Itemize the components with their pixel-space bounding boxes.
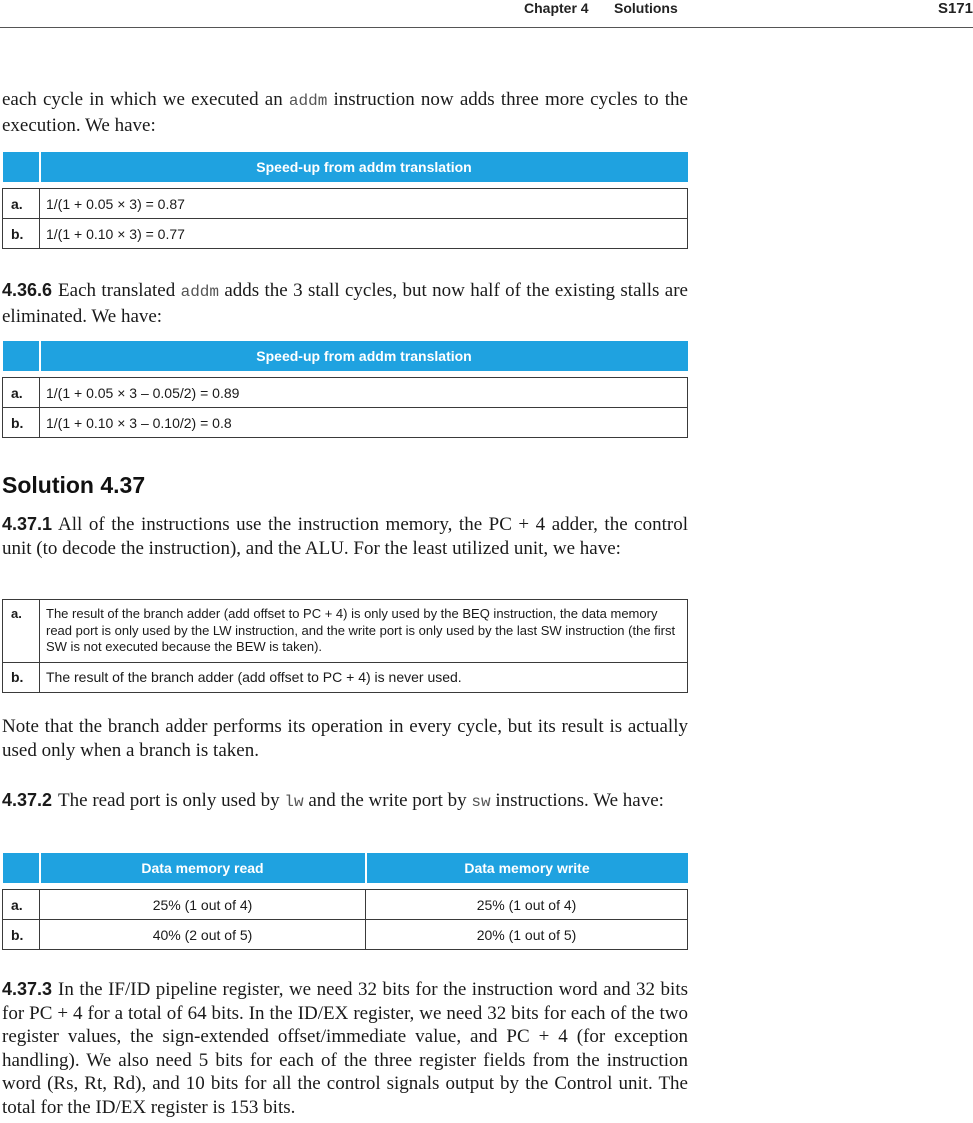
- row-label: a.: [3, 890, 40, 920]
- speedup-table-2: [2, 341, 688, 438]
- chapter-label: Chapter 4: [524, 0, 589, 16]
- header-corner: [3, 853, 40, 883]
- row-label: b.: [3, 219, 40, 249]
- column-header: Speed-up from addm translation: [40, 152, 688, 182]
- table-row: [3, 189, 688, 219]
- table-row: [3, 408, 688, 438]
- section-4-36-6: [2, 279, 688, 328]
- s4371-text: All of the instructions use the instruction memory, the PC + 4 adder, the control unit (to decode the instruction), and the ALU. For the least utilized unit, we have:: [2, 514, 688, 559]
- header-corner: [3, 341, 40, 371]
- row-value: 1/(1 + 0.10 × 3 – 0.10/2) = 0.8: [40, 408, 688, 438]
- s4372-text-1: The read port is only used by: [58, 790, 285, 811]
- section-4-37-1: [2, 513, 688, 560]
- row-label: b.: [3, 920, 40, 950]
- table-row: [3, 662, 688, 692]
- s4373-text: In the IF/ID pipeline register, we need 32 bits for the instruction word and 32 bits for PC + 4 for a total of 64 bits. In the ID/EX register, we need 32 bits for each of the two register values, the sign-extended offset/immediate value, and PC + 4 (for exception handling). We also need 5 bits for each of the three register fields from the instruction word (Rs, Rt, Rd), and 10 bits for all the control signals output by the Control unit. The total for the ID/EX register is 153 bits.: [2, 979, 688, 1118]
- table-header-row: [3, 152, 688, 182]
- s4366-text-2: adds the 3 stall cycles, but now half of the existing stalls are eliminated. We have:: [2, 280, 688, 327]
- section-number: 4.36.6: [2, 280, 53, 300]
- note-paragraph: Note that the branch adder performs its operation in every cycle, but its result is actually used only when a branch is taken.: [2, 716, 688, 761]
- section-4-37-3: [2, 978, 688, 1119]
- row-value: 1/(1 + 0.05 × 3 – 0.05/2) = 0.89: [40, 378, 688, 408]
- row-value: 1/(1 + 0.10 × 3) = 0.77: [40, 219, 688, 249]
- section-number: 4.37.2: [2, 790, 53, 810]
- row-label: b.: [3, 662, 40, 692]
- table-row: [3, 378, 688, 408]
- column-header: Speed-up from addm translation: [40, 341, 688, 371]
- intro-code: addm: [288, 92, 328, 110]
- table-header-row: [3, 341, 688, 371]
- intro-text-2: instruction now adds three more cycles to the execution. We have:: [2, 89, 688, 136]
- speedup-table-1: [2, 152, 688, 249]
- read-value: 25% (1 out of 4): [40, 890, 366, 920]
- row-label: a.: [3, 600, 40, 663]
- row-value: The result of the branch adder (add offset to PC + 4) is never used.: [40, 662, 688, 692]
- table-header-row: [3, 853, 688, 883]
- section-number: 4.37.3: [2, 979, 53, 999]
- s4366-code: addm: [180, 283, 219, 301]
- section-label: Solutions: [614, 0, 678, 16]
- section-4-37-2: [2, 789, 688, 815]
- read-value: 40% (2 out of 5): [40, 920, 366, 950]
- s4372-text-3: instructions. We have:: [490, 790, 664, 811]
- data-memory-table: [2, 853, 688, 950]
- header-corner: [3, 152, 40, 182]
- page-header: [0, 0, 973, 28]
- row-value: The result of the branch adder (add offset to PC + 4) is only used by the BEQ instruction, the data memory read port is only used by the LW instruction, and the write port is only used by the last SW instruction (the first SW is not executed because the BEW is taken).: [40, 600, 688, 663]
- table-row: [3, 600, 688, 663]
- solution-heading: Solution 4.37: [2, 472, 146, 498]
- row-label: a.: [3, 189, 40, 219]
- section-number: 4.37.1: [2, 514, 53, 534]
- write-value: 20% (1 out of 5): [366, 920, 688, 950]
- row-value: 1/(1 + 0.05 × 3) = 0.87: [40, 189, 688, 219]
- table-row: [3, 890, 688, 920]
- s4372-code-lw: lw: [284, 793, 304, 811]
- column-header-write: Data memory write: [366, 853, 688, 883]
- intro-paragraph: [2, 88, 688, 137]
- s4372-code-sw: sw: [471, 793, 491, 811]
- s4372-text-2: and the write port by: [303, 790, 472, 811]
- least-utilized-table: [2, 599, 688, 693]
- row-label: a.: [3, 378, 40, 408]
- page-number: S171: [937, 0, 973, 17]
- write-value: 25% (1 out of 4): [366, 890, 688, 920]
- row-label: b.: [3, 408, 40, 438]
- column-header-read: Data memory read: [40, 853, 366, 883]
- table-row: [3, 219, 688, 249]
- intro-text-1: each cycle in which we executed an: [2, 89, 289, 110]
- s4366-text-1: Each translated: [58, 280, 181, 301]
- table-row: [3, 920, 688, 950]
